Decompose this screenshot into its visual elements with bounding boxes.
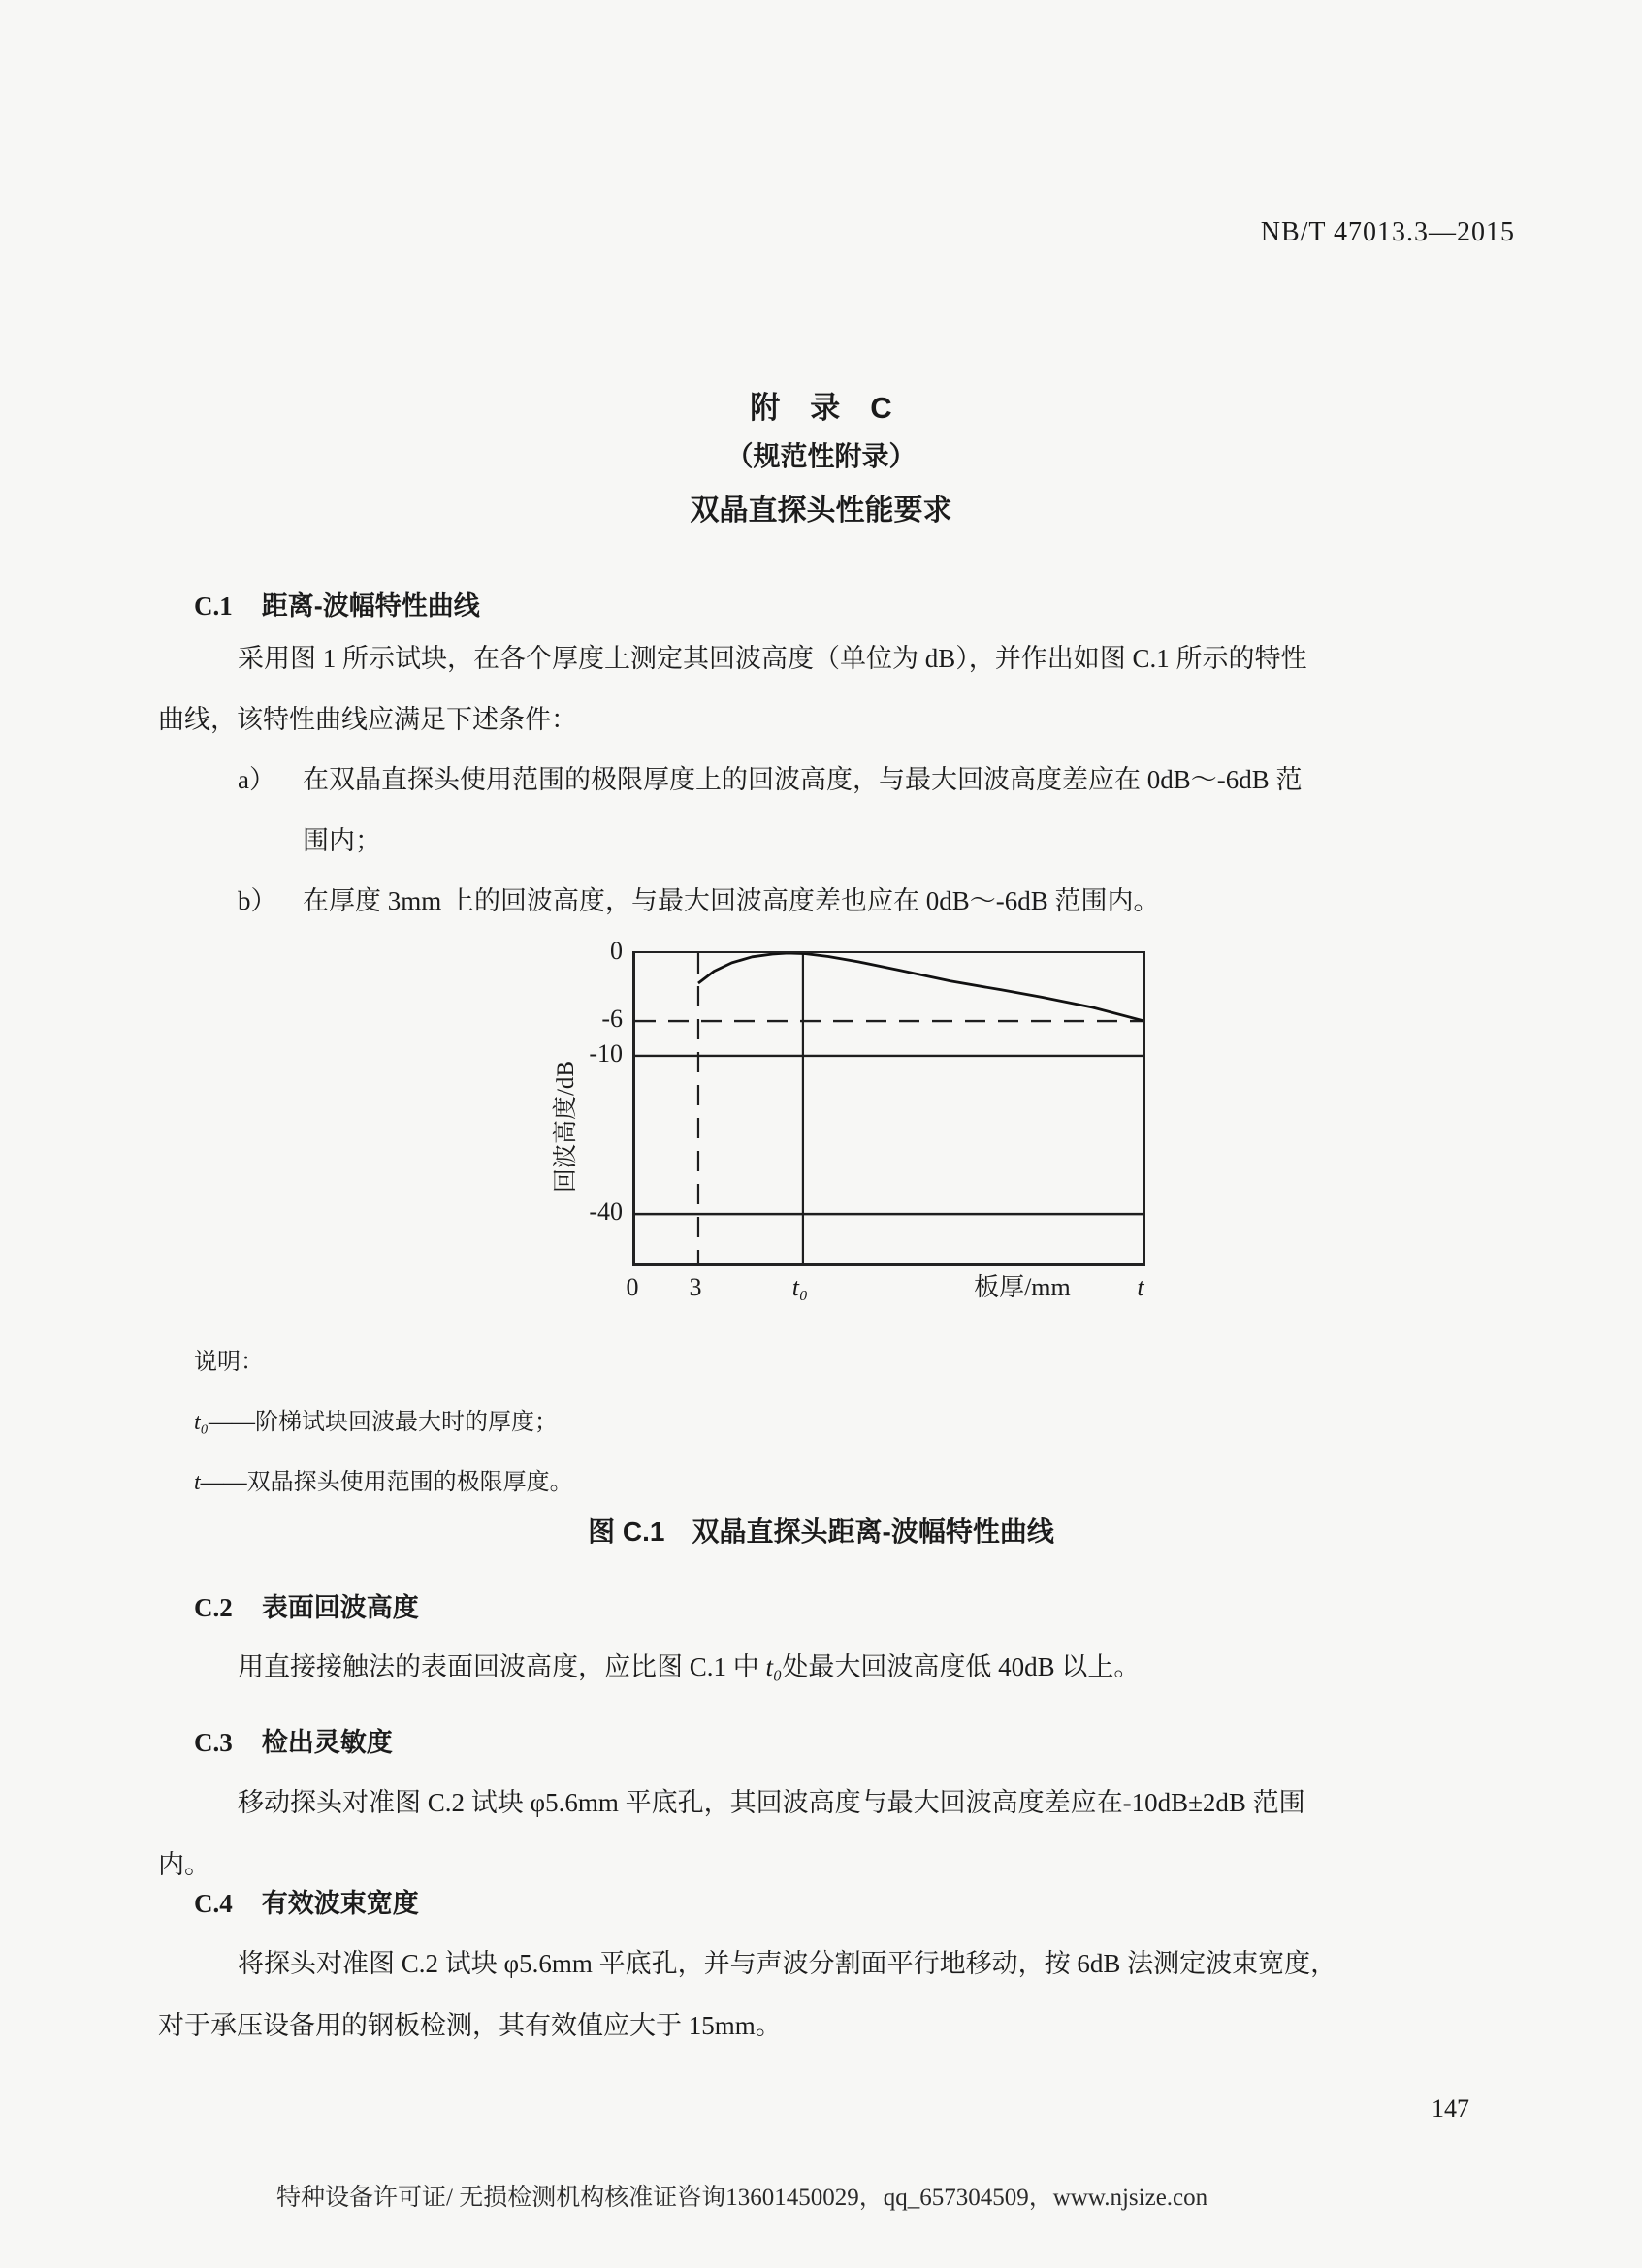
list-item-b-line-1: 在厚度 3mm 上的回波高度，与最大回波高度差也应在 0dB～-6dB 范围内。 [303, 886, 1160, 915]
x-tick-板厚/mm: 板厚/mm [974, 1273, 1071, 1301]
figure-legend-t0 [194, 1408, 558, 1437]
y-tick-0: 0 [610, 937, 623, 965]
distance-amplitude-chart [632, 951, 1145, 1266]
section-heading-c2 [194, 1586, 419, 1624]
footer-service-line: 特种设备许可证/ 无损检测机构核准证咨询13601450029，qq_657304509，www.njsize.con [276, 2185, 1208, 2211]
c4-paragraph-line-1: 将探头对准图 C.2 试块 φ5.6mm 平底孔，并与声波分割面平行地移动，按 6dB 法测定波束宽度， [238, 1949, 1337, 1978]
y-tick--10: -10 [589, 1038, 623, 1068]
chart-svg [635, 953, 1143, 1263]
legend-symbol-t0: t₀ [194, 1410, 209, 1435]
appendix-subject: 双晶直探头性能要求 [690, 495, 952, 527]
section-title: 有效波束宽度 [261, 1889, 419, 1918]
standard-code-header: NB/T 47013.3—2015 [1260, 217, 1515, 247]
section-number: C.3 [194, 1728, 233, 1757]
legend-desc-t: ——双晶探头使用范围的极限厚度。 [200, 1470, 573, 1495]
section-number: C.2 [194, 1593, 233, 1622]
appendix-type-note: （规范性附录） [725, 441, 917, 471]
x-tick-t₀: t₀ [791, 1273, 809, 1301]
c2-paragraph [238, 1651, 1140, 1684]
list-item-a-label: a） [238, 765, 275, 794]
y-tick--6: -6 [601, 1005, 623, 1034]
section-title: 表面回波高度 [261, 1593, 419, 1622]
x-tick-0: 0 [626, 1273, 639, 1301]
figure-legend-t [194, 1468, 573, 1497]
figure-caption: 图 C.1 双晶直探头距离-波幅特性曲线 [588, 1517, 1054, 1547]
c4-paragraph-line-2: 对于承压设备用的钢板检测，其有效值应大于 15mm。 [158, 2011, 782, 2040]
x-tick-t: t [1137, 1273, 1144, 1301]
c1-intro-line-2: 曲线，该特性曲线应满足下述条件： [158, 705, 577, 734]
legend-symbol-t: t [194, 1470, 201, 1495]
section-title: 距离-波幅特性曲线 [261, 591, 480, 621]
c2-symbol-t0: t₀ [765, 1652, 783, 1681]
section-heading-c3 [194, 1721, 393, 1759]
list-item-b-label: b） [238, 886, 277, 915]
section-number: C.1 [194, 591, 233, 621]
list-item-a-line-2: 围内； [303, 826, 381, 855]
x-tick-3: 3 [689, 1273, 702, 1301]
y-tick--40: -40 [589, 1198, 623, 1227]
section-title: 检出灵敏度 [261, 1728, 393, 1757]
section-number: C.4 [194, 1889, 233, 1918]
chart-x-axis-ticks [626, 1272, 1144, 1311]
page-number: 147 [1432, 2094, 1469, 2123]
section-heading-c4 [194, 1882, 419, 1920]
c1-intro-line-1: 采用图 1 所示试块，在各个厚度上测定其回波高度（单位为 dB），并作出如图 C.1 所示的特性 [238, 644, 1307, 673]
chart-y-axis-label: 回波高度/dB [553, 1060, 579, 1194]
c3-paragraph-line-1: 移动探头对准图 C.2 试块 φ5.6mm 平底孔，其回波高度与最大回波高度差应在-10dB±2dB 范围 [238, 1788, 1305, 1817]
section-heading-c1 [194, 585, 480, 623]
list-item-a-line-1: 在双晶直探头使用范围的极限厚度上的回波高度，与最大回波高度差应在 0dB～-6dB 范 [303, 765, 1303, 794]
legend-desc-t0: ——阶梯试块回波最大时的厚度； [209, 1410, 559, 1435]
appendix-title: 附 录 C [750, 391, 892, 425]
chart-y-axis-ticks [535, 937, 628, 1262]
c2-text-1: 用直接接触法的表面回波高度，应比图 C.1 中 [238, 1652, 766, 1681]
figure-legend-title: 说明： [194, 1350, 264, 1375]
c3-paragraph-line-2: 内。 [158, 1850, 210, 1879]
c2-text-2: 处最大回波高度低 40dB 以上。 [782, 1652, 1141, 1681]
